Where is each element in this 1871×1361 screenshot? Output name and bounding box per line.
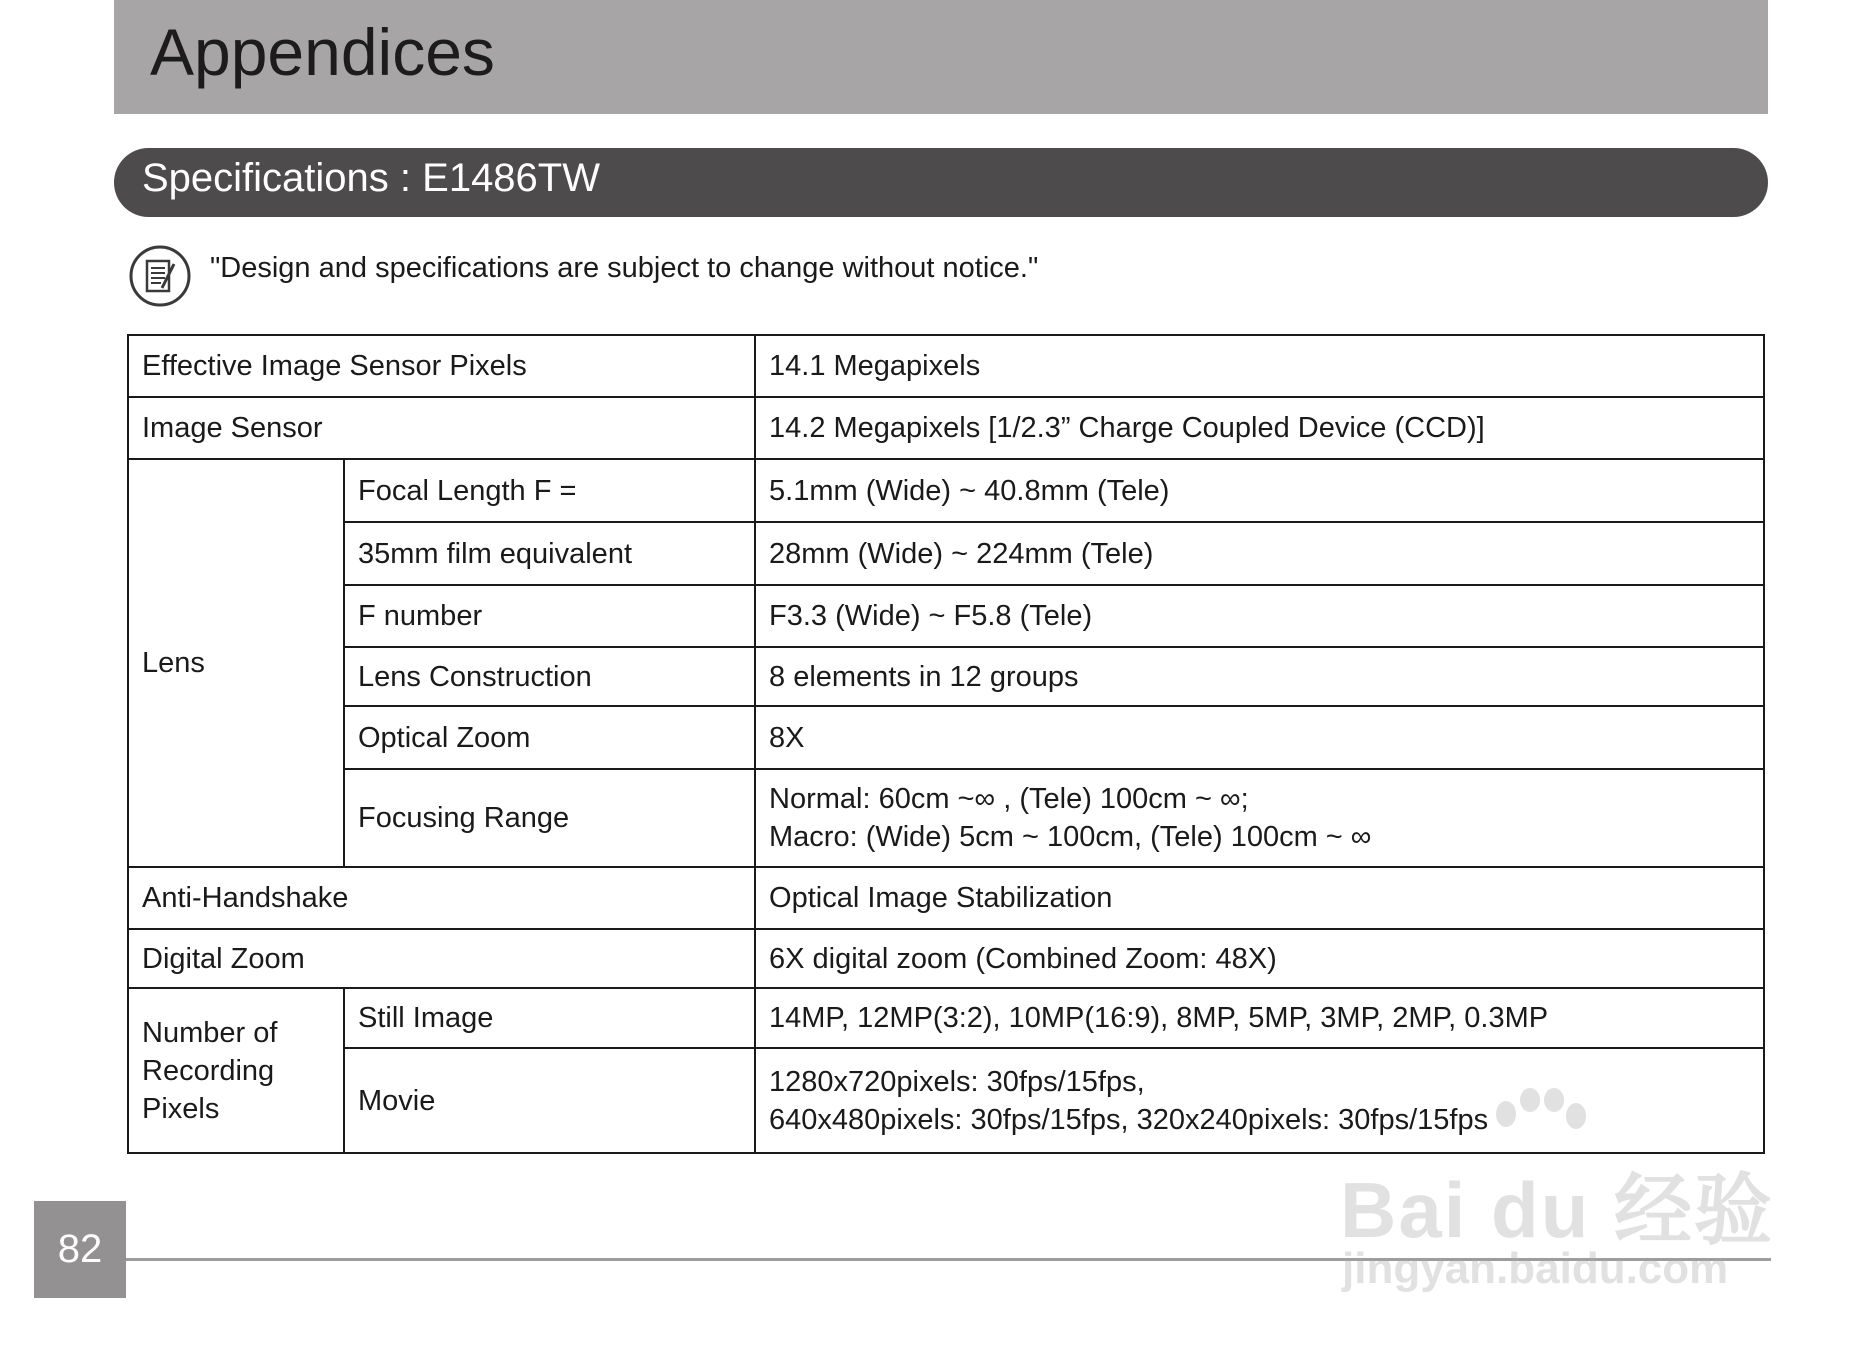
spec-value: 8 elements in 12 groups bbox=[755, 647, 1764, 706]
spec-value bbox=[755, 1048, 1764, 1153]
spec-sublabel: 35mm film equivalent bbox=[344, 522, 755, 585]
spec-value: 8X bbox=[755, 706, 1764, 769]
note-icon bbox=[128, 244, 192, 308]
spec-sublabel: Lens Construction bbox=[344, 647, 755, 706]
spec-sublabel: Optical Zoom bbox=[344, 706, 755, 769]
spec-value: 14.2 Megapixels [1/2.3” Charge Coupled Device (CCD)] bbox=[755, 397, 1764, 459]
section-title: Specifications : E1486TW bbox=[142, 156, 600, 200]
spec-value: Optical Image Stabilization bbox=[755, 867, 1764, 929]
spec-value-line: Macro: (Wide) 5cm ~ 100cm, (Tele) 100cm ~ ∞ bbox=[769, 821, 1372, 853]
spec-label: Image Sensor bbox=[128, 397, 755, 459]
table-row bbox=[128, 988, 1764, 1048]
spec-label: Effective Image Sensor Pixels bbox=[128, 335, 755, 397]
table-row bbox=[128, 769, 1764, 867]
baidu-watermark-url: jingyan.baidu.com bbox=[1342, 1244, 1729, 1293]
table-row bbox=[128, 585, 1764, 647]
spec-value: 14MP, 12MP(3:2), 10MP(16:9), 8MP, 5MP, 3MP, 2MP, 0.3MP bbox=[755, 988, 1764, 1048]
spec-value bbox=[755, 769, 1764, 867]
spec-label-line: Pixels bbox=[142, 1092, 220, 1125]
spec-value-line: 1280x720pixels: 30fps/15fps, bbox=[769, 1065, 1145, 1098]
spec-sublabel: Focusing Range bbox=[344, 769, 755, 867]
spec-label-line: Recording bbox=[142, 1054, 275, 1087]
spec-label-line: Number of bbox=[142, 1016, 278, 1049]
spec-value: 5.1mm (Wide) ~ 40.8mm (Tele) bbox=[755, 459, 1764, 522]
table-row bbox=[128, 522, 1764, 585]
spec-sublabel: Focal Length F = bbox=[344, 459, 755, 522]
spec-value: 14.1 Megapixels bbox=[755, 335, 1764, 397]
table-row bbox=[128, 867, 1764, 929]
disclaimer-text: "Design and specifications are subject to change without notice." bbox=[210, 252, 1039, 284]
spec-sublabel: Movie bbox=[344, 1048, 755, 1153]
table-row bbox=[128, 335, 1764, 397]
header-band bbox=[114, 0, 1768, 114]
spec-value-line: 640x480pixels: 30fps/15fps, 320x240pixels: 30fps/15fps bbox=[769, 1103, 1489, 1136]
table-row bbox=[128, 929, 1764, 988]
table-row bbox=[128, 706, 1764, 769]
spec-value: 28mm (Wide) ~ 224mm (Tele) bbox=[755, 522, 1764, 585]
spec-sublabel: Still Image bbox=[344, 988, 755, 1048]
spec-label: Digital Zoom bbox=[128, 929, 755, 988]
table-row bbox=[128, 459, 1764, 522]
page-title: Appendices bbox=[150, 15, 495, 89]
spec-table bbox=[127, 334, 1765, 1154]
spec-group-label bbox=[128, 988, 344, 1153]
table-row bbox=[128, 397, 1764, 459]
spec-sublabel: F number bbox=[344, 585, 755, 647]
spec-group-label: Lens bbox=[128, 459, 344, 867]
table-row bbox=[128, 647, 1764, 706]
spec-value: F3.3 (Wide) ~ F5.8 (Tele) bbox=[755, 585, 1764, 647]
page-number: 82 bbox=[34, 1201, 126, 1298]
spec-value-line: Normal: 60cm ~∞ , (Tele) 100cm ~ ∞; bbox=[769, 783, 1249, 815]
spec-label: Anti-Handshake bbox=[128, 867, 755, 929]
section-bar bbox=[114, 148, 1768, 217]
spec-value: 6X digital zoom (Combined Zoom: 48X) bbox=[755, 929, 1764, 988]
baidu-watermark: Bai du 经验 bbox=[1340, 1166, 1775, 1254]
